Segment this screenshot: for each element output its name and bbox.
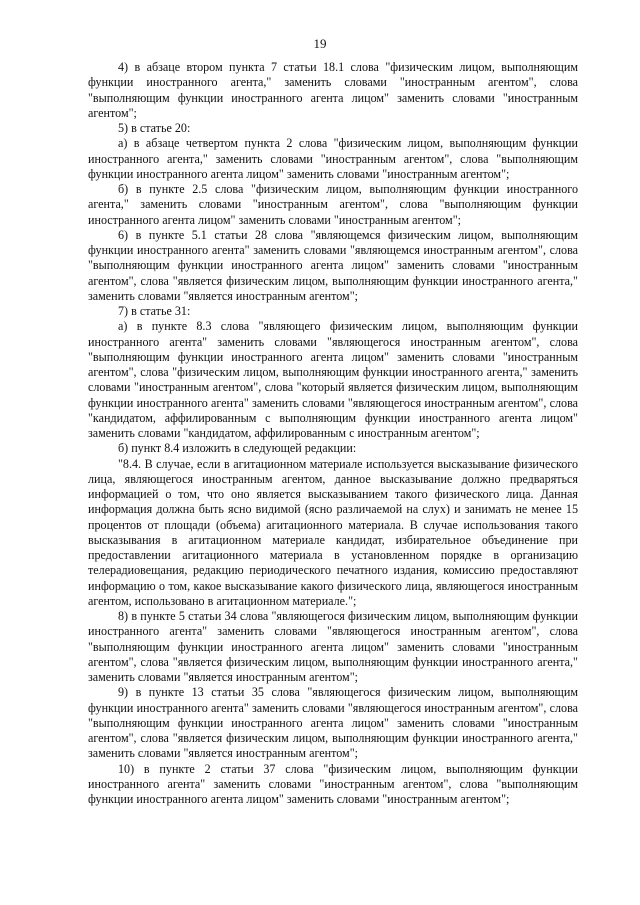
paragraph-item-10: 10) в пункте 2 статьи 37 слова "физическим лицом, выполняющим функции иностранного агента" заменить словами "иностранным агентом", слова "выполняющим функции иностранного агента лицом" заменить словами "иностранным агентом";: [88, 761, 578, 806]
paragraph-quoted-8-4: "8.4. В случае, если в агитационном материале используется высказывание физического лица, являющегося иностранным агентом, данное высказывание должно предваряться информацией о том, что оно является высказыванием такого физического лица. Данная информация должна быть ясно видимой (ясно различаемой на слух) и занимать не менее 15 процентов от площади (объема) агитационного материала. В случае использования такого высказывания в агитационном материале кандидат, избирательное объединение при предоставлении агитационного материала в установленном порядке в организацию телерадиовещания, редакцию периодического печатного издания, комиссию предоставляют информацию о том, какое высказывание какого физического лица, являющегося иностранным агентом, использовано в агитационном материале.";: [88, 456, 578, 608]
paragraph-item-9: 9) в пункте 13 статьи 35 слова "являющегося физическим лицом, выполняющим функции иностранного агента" заменить словами "являющегося иностранным агентом", слова "выполняющим функции иностранного агента лицом" заменить словами "иностранным агентом", слова "является физическим лицом, выполняющим функции иностранного агента," заменить словами "является иностранным агентом";: [88, 685, 578, 761]
paragraph-item-8: 8) в пункте 5 статьи 34 слова "являющегося физическим лицом, выполняющим функции иностранного агента" заменить словами "являющегося иностранным агентом", слова "выполняющим функции иностранного агента лицом" заменить словами "иностранным агентом", слова "является физическим лицом, выполняющим функции иностранного агента," заменить словами "является иностранным агентом";: [88, 609, 578, 684]
paragraph-item-5: 5) в статье 20:: [118, 121, 191, 135]
document-body: [88, 60, 578, 807]
paragraph-item-5b: б) в пункте 2.5 слова "физическим лицом, выполняющим функции иностранного агента," заменить словами "иностранным агентом", слова "выполняющим функции иностранного агента лицом" заменить словами "иностранным агентом";: [88, 182, 578, 227]
paragraph-item-7: 7) в статье 31:: [118, 304, 191, 318]
paragraph-item-5a: а) в абзаце четвертом пункта 2 слова "физическим лицом, выполняющим функции иностранного агента," заменить словами "иностранным агентом", слова "выполняющим функции иностранного агента лицом" заменить словами "иностранным агентом";: [88, 136, 578, 181]
page-number: 19: [313, 36, 327, 51]
paragraph-item-6: 6) в пункте 5.1 статьи 28 слова "являющемся физическим лицом, выполняющим функции иностранного агента" заменить словами "являющемся иностранным агентом", слова "выполняющим функции иностранного агента лицом" заменить словами "иностранным агентом", слова "является физическим лицом, выполняющим функции иностранного агента," заменить словами "является иностранным агентом";: [88, 227, 578, 303]
paragraph-item-7b: б) пункт 8.4 изложить в следующей редакции:: [118, 441, 357, 456]
paragraph-item-4: 4) в абзаце втором пункта 7 статьи 18.1 слова "физическим лицом, выполняющим функции иностранного агента," заменить словами "иностранным агентом", слова "выполняющим функции иностранного агента лицом" заменить словами "иностранным агентом";: [88, 60, 578, 120]
paragraph-item-7a: а) в пункте 8.3 слова "являющего физическим лицом, выполняющим функции иностранного агента" заменить словами "являющегося иностранным агентом", слова "выполняющим функции иностранного агента лицом" заменить словами "иностранным агентом", слова "физическим лицом, выполняющим функции иностранного агента," заменить словами "иностранным агентом", слова "который является физическим лицом, выполняющим функции иностранного агента" заменить словами "являющегося иностранным агентом", слова "кандидатом, аффилированным с выполняющим функции иностранного агента лицом" заменить словами "кандидатом, аффилированным с иностранным агентом";: [88, 319, 578, 440]
